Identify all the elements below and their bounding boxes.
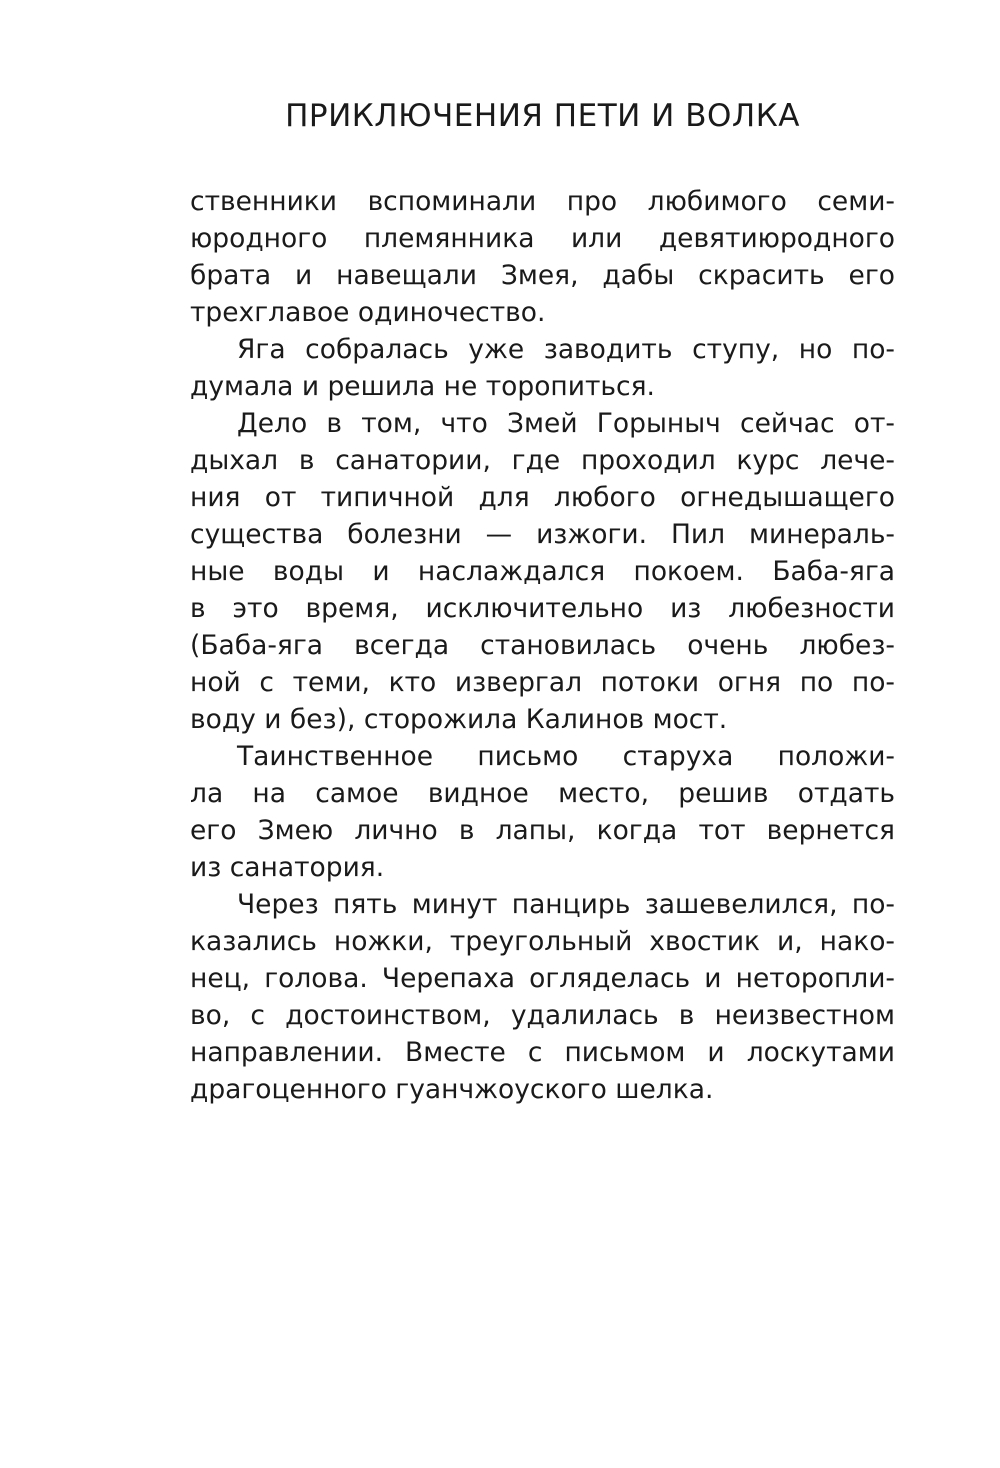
text-line: в это время, исключительно из любезности — [190, 593, 895, 624]
text-line: думала и решила не торопиться. — [190, 371, 655, 402]
text-line: дыхал в санатории, где проходил курс лече- — [190, 445, 895, 476]
text-line: ной с теми, кто извергал потоки огня по по- — [190, 667, 895, 698]
text-line: направлении. Вместе с письмом и лоскутами — [190, 1037, 895, 1068]
text-line: воду и без), сторожила Калинов мост. — [190, 704, 728, 735]
text-line: трехглавое одиночество. — [190, 297, 546, 328]
text-line: брата и навещали Змея, дабы скрасить его — [190, 260, 895, 291]
text-line: Дело в том, что Змей Горыныч сейчас от- — [237, 408, 895, 439]
text-line: существа болезни — изжоги. Пил минераль- — [190, 519, 895, 550]
paragraph — [190, 405, 895, 738]
text-line: ные воды и наслаждался покоем. Баба-яга — [190, 556, 895, 587]
text-line: (Баба-яга всегда становилась очень любез- — [190, 630, 895, 661]
text-line: ла на самое видное место, решив отдать — [190, 778, 895, 809]
text-line: во, с достоинством, удалилась в неизвестном — [190, 1000, 895, 1031]
text-line: ния от типичной для любого огнедышащего — [190, 482, 895, 513]
paragraph — [190, 183, 895, 331]
text-line: Таинственное письмо старуха положи- — [237, 741, 895, 772]
text-line: Яга собралась уже заводить ступу, но по- — [237, 334, 895, 365]
paragraph — [190, 331, 895, 405]
text-line: Через пять минут панцирь зашевелился, по- — [237, 889, 895, 920]
text-line: юродного племянника или девятиюродного — [190, 223, 895, 254]
paragraph — [190, 886, 895, 1108]
text-line: из санатория. — [190, 852, 385, 883]
paragraph — [190, 738, 895, 886]
text-line: драгоценного гуанчжоуского шелка. — [190, 1074, 714, 1105]
text-line: казались ножки, треугольный хвостик и, нако- — [190, 926, 895, 957]
text-line: ственники вспоминали про любимого семи- — [190, 186, 895, 217]
text-line: нец, голова. Черепаха огляделась и неторопли- — [190, 963, 895, 994]
text-line: его Змею лично в лапы, когда тот вернется — [190, 815, 895, 846]
body-text — [190, 183, 895, 1108]
running-header: ПРИКЛЮЧЕНИЯ ПЕТИ И ВОЛКА — [285, 98, 800, 134]
